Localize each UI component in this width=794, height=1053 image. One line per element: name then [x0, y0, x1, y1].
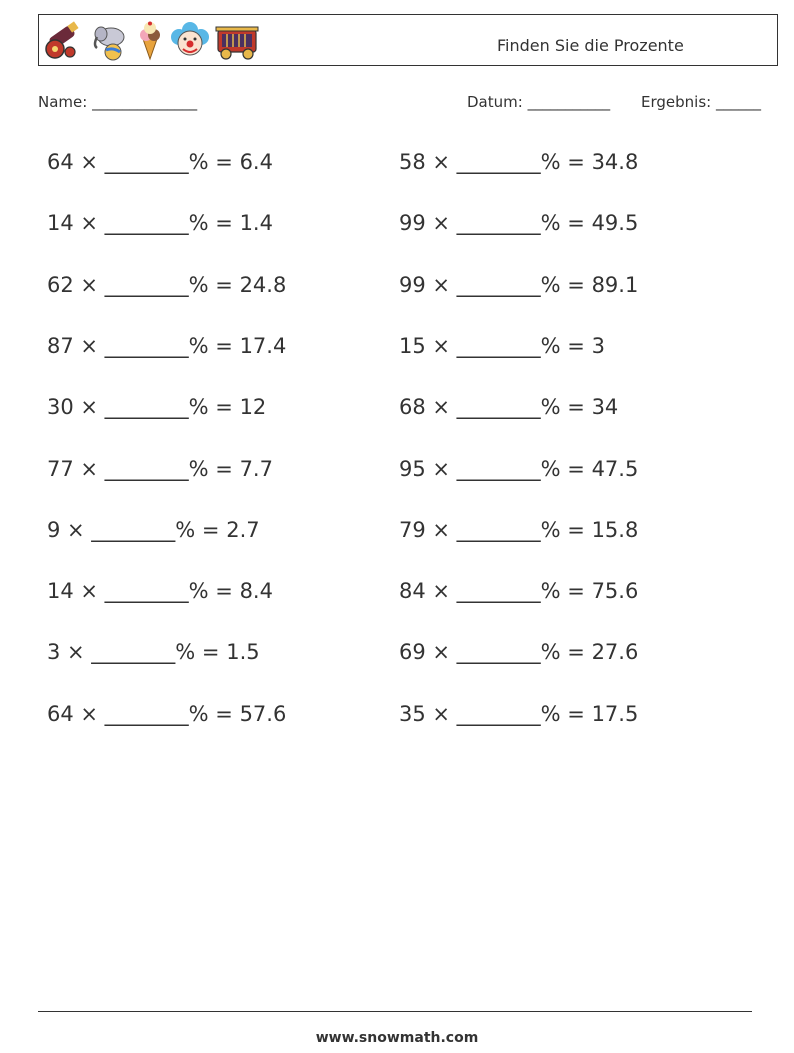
result-field-label: Ergebnis: ______ [641, 93, 761, 111]
circus-wagon-icon [215, 21, 259, 61]
elephant-icon [89, 21, 129, 61]
ice-cream-icon [135, 21, 165, 61]
problem-right-10: 35 × ________% = 17.5 [399, 702, 639, 726]
problem-left-3: 62 × ________% = 24.8 [47, 273, 287, 297]
footer-website: www.snowmath.com [315, 1030, 479, 1046]
problem-right-8: 84 × ________% = 75.6 [399, 579, 639, 603]
worksheet-title: Finden Sie die Prozente [497, 36, 684, 55]
cannon-icon [43, 21, 83, 61]
problem-right-9: 69 × ________% = 27.6 [399, 640, 639, 664]
problem-left-9: 3 × ________% = 1.5 [47, 640, 260, 664]
name-field-label: Name: ______________ [38, 93, 198, 111]
problem-right-1: 58 × ________% = 34.8 [399, 150, 639, 174]
problem-right-4: 15 × ________% = 3 [399, 334, 605, 358]
problem-left-1: 64 × ________% = 6.4 [47, 150, 273, 174]
problem-right-3: 99 × ________% = 89.1 [399, 273, 639, 297]
worksheet-header [38, 14, 778, 66]
problem-left-5: 30 × ________% = 12 [47, 395, 267, 419]
header-icons [43, 19, 259, 63]
problem-left-2: 14 × ________% = 1.4 [47, 211, 273, 235]
problem-left-4: 87 × ________% = 17.4 [47, 334, 287, 358]
problem-right-2: 99 × ________% = 49.5 [399, 211, 639, 235]
clown-icon [171, 21, 209, 61]
problem-left-8: 14 × ________% = 8.4 [47, 579, 273, 603]
problem-right-6: 95 × ________% = 47.5 [399, 457, 639, 481]
problem-left-10: 64 × ________% = 57.6 [47, 702, 287, 726]
problem-right-7: 79 × ________% = 15.8 [399, 518, 639, 542]
date-field-label: Datum: ___________ [467, 93, 611, 111]
problem-left-7: 9 × ________% = 2.7 [47, 518, 260, 542]
footer-divider [38, 1011, 752, 1012]
problem-left-6: 77 × ________% = 7.7 [47, 457, 273, 481]
problem-right-5: 68 × ________% = 34 [399, 395, 619, 419]
